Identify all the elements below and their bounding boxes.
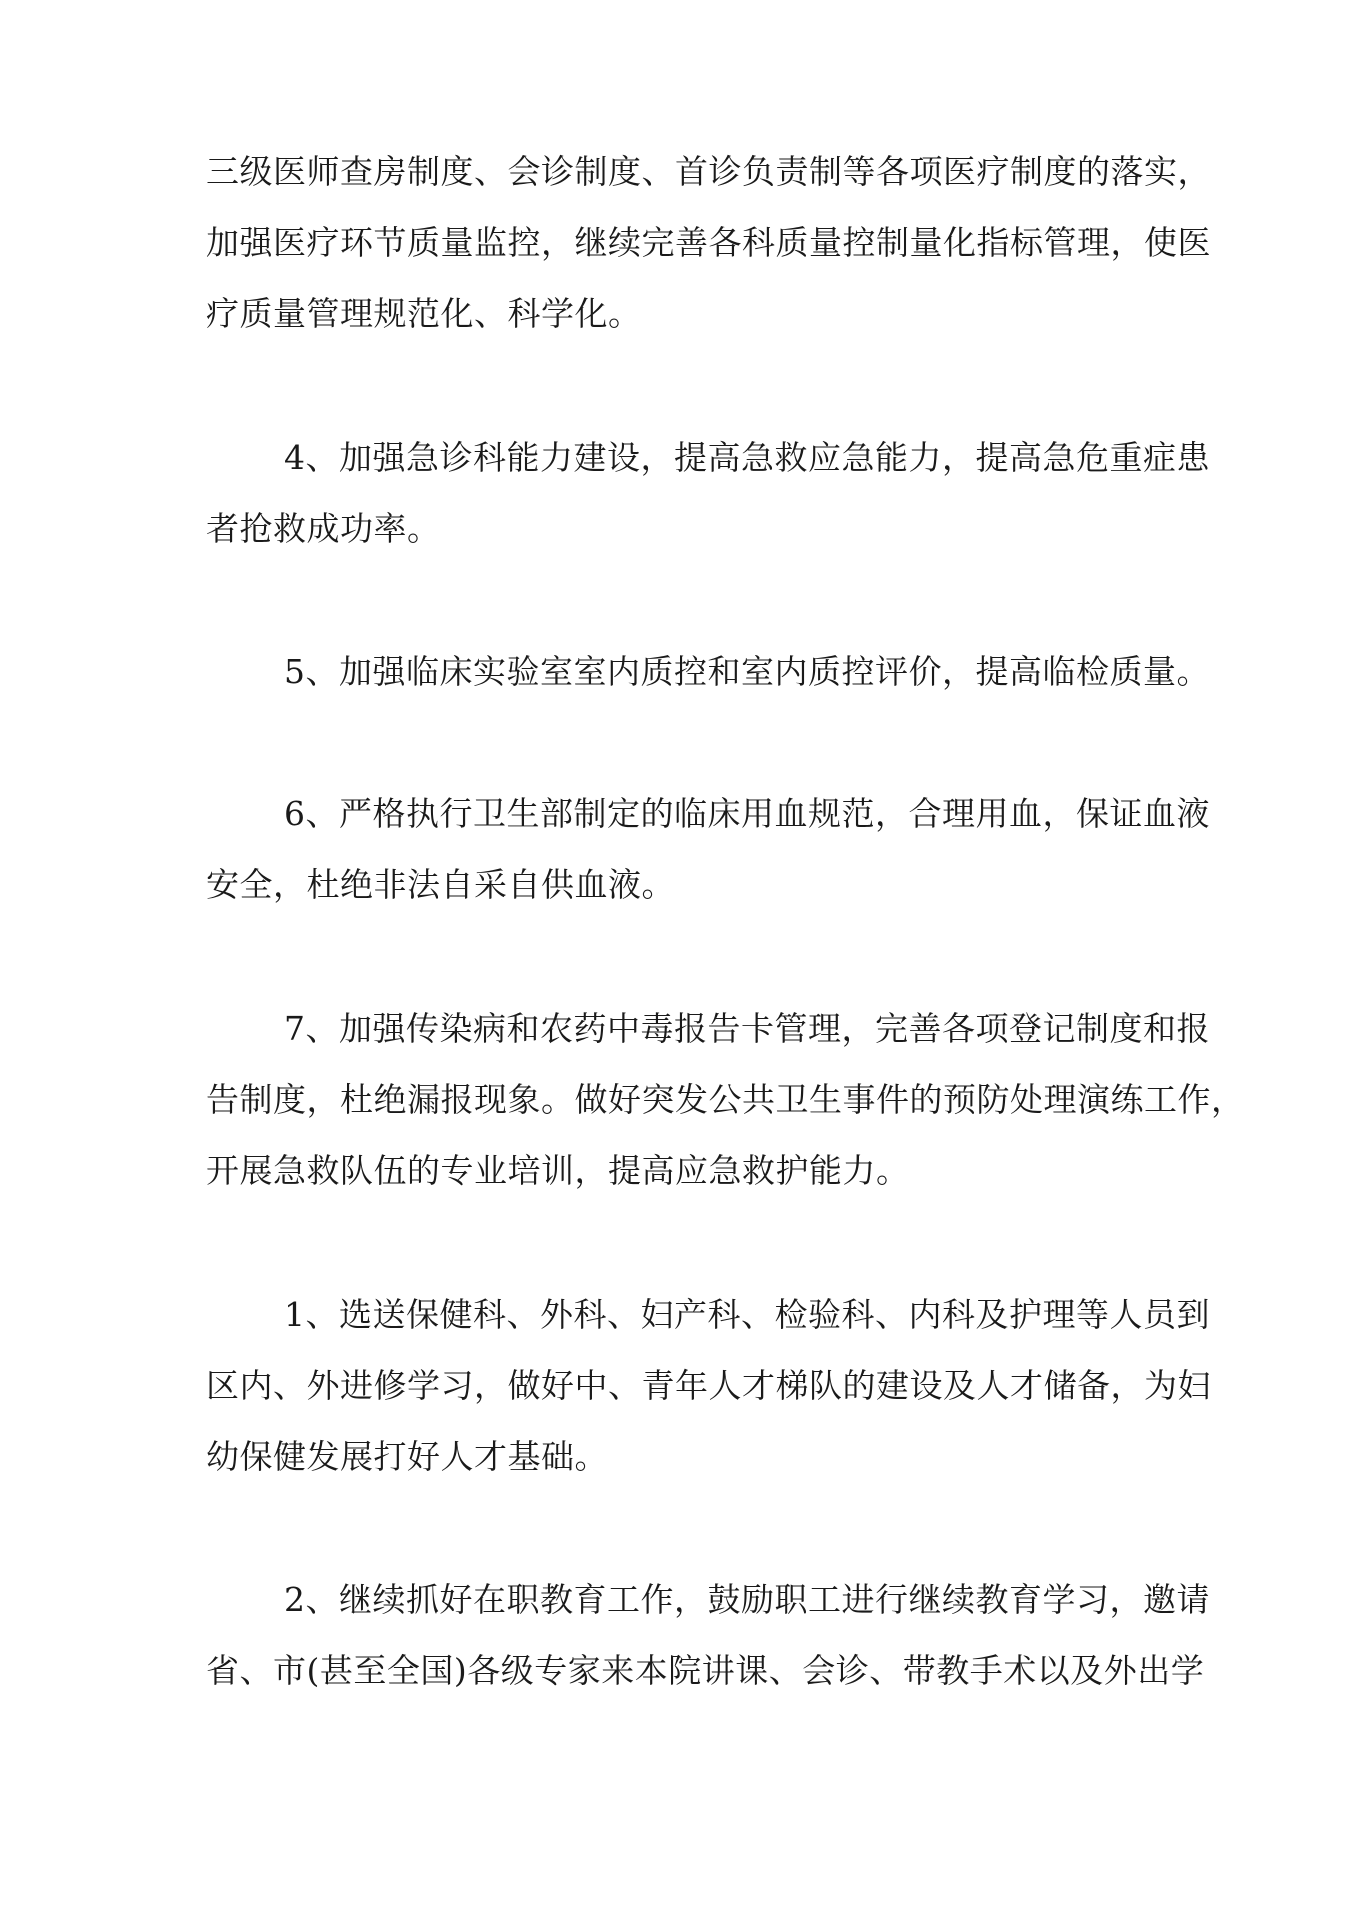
text-line: 加强医疗环节质量监控，继续完善各科质量控制量化指标管理，使医 [206,223,1211,262]
text-line: 6、严格执行卫生部制定的临床用血规范，合理用血，保证血液 [284,794,1210,833]
text-line: 1、选送保健科、外科、妇产科、检验科、内科及护理等人员到 [284,1295,1210,1334]
text-line: 者抢救成功率。 [206,509,441,548]
text-line: 告制度，杜绝漏报现象。做好突发公共卫生事件的预防处理演练工作， [206,1080,1245,1119]
paragraph-training-2 [206,1564,1210,1706]
text-line: 省、市(甚至全国)各级专家来本院讲课、会诊、带教手术以及外出学 [206,1651,1205,1690]
text-line: 三级医师查房制度、会诊制度、首诊负责制等各项医疗制度的落实， [206,152,1211,191]
text-line: 疗质量管理规范化、科学化。 [206,294,642,333]
text-line: 幼保健发展打好人才基础。 [206,1437,608,1476]
text-line: 4、加强急诊科能力建设，提高急救应急能力，提高急危重症患 [284,438,1210,477]
text-line: 安全，杜绝非法自采自供血液。 [206,865,675,904]
paragraph-training-1 [206,1279,1211,1492]
paragraph-medical-system [206,136,1211,349]
paragraph-item-5 [206,636,1210,707]
paragraph-item-4 [206,422,1210,564]
text-line: 5、加强临床实验室室内质控和室内质控评价，提高临检质量。 [284,652,1210,691]
text-line: 2、继续抓好在职教育工作，鼓励职工进行继续教育学习，邀请 [284,1580,1210,1619]
paragraph-item-7 [206,993,1245,1206]
text-line: 开展急救队伍的专业培训，提高应急救护能力。 [206,1151,910,1190]
text-line: 区内、外进修学习，做好中、青年人才梯队的建设及人才储备，为妇 [206,1366,1211,1405]
text-line: 7、加强传染病和农药中毒报告卡管理，完善各项登记制度和报 [284,1009,1210,1048]
paragraph-item-6 [206,778,1210,920]
